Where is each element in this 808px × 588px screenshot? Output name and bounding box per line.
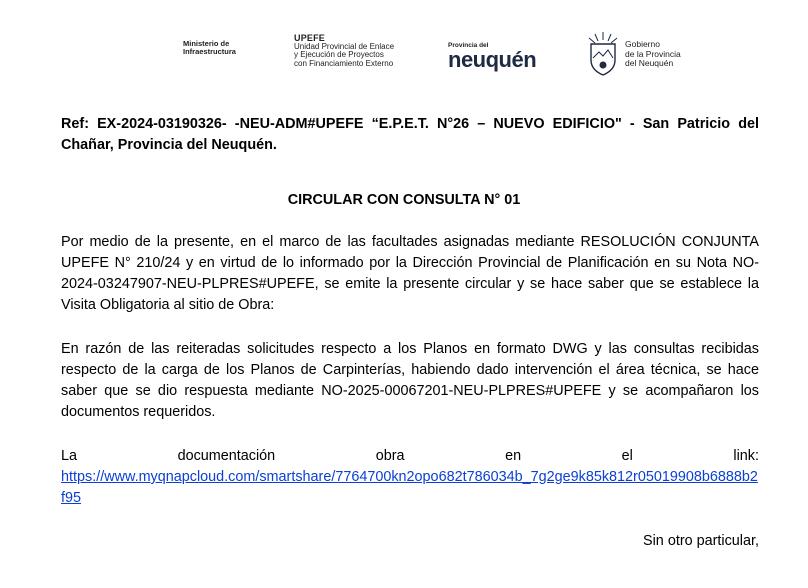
upefe-logo: UPEFE Unidad Provincial de Enlace y Ejecución de Proyectos con Financiamiento Externo bbox=[294, 33, 395, 68]
document-title: CIRCULAR CON CONSULTA N° 01 bbox=[287, 192, 521, 208]
letterhead bbox=[0, 28, 808, 88]
paragraph-planos: En razón de las reiteradas solicitudes respecto a los Planos en formato DWG y las consultas recibidas respecto de la carga de los Planos de Carpinterías, habiendo dado intervención el área técnica, se hace saber que se dio respuesta mediante NO-2025-00067201-NEU-PLPRES#UPEFE y se acompañaron los documentos requeridos. bbox=[61, 341, 759, 420]
provincia-neuquen-logo: Provincia del neuquén bbox=[448, 42, 537, 72]
ministerio-logo: Ministerio de Infraestructura bbox=[183, 39, 236, 56]
documentation-link[interactable]: https://www.myqnapcloud.com/smartshare/7764700kn2opo682t786034b_7g2ge9k85k812r05019908b6888b2f95 bbox=[61, 469, 758, 506]
paragraph-documentation-link: La documentación obra en el link: https://www.myqnapcloud.com/smartshare/7764700kn2opo682t786034b_7g2ge9k85k812r05019908b6888b2f95 bbox=[61, 446, 759, 509]
closing-text: Sin otro particular, bbox=[643, 533, 759, 549]
reference-line: Ref: EX-2024-03190326- -NEU-ADM#UPEFE “E.P.E.T. N°26 – NUEVO EDIFICIO" - San Patricio del Chañar, Provincia del Neuquén. bbox=[61, 116, 759, 153]
gobierno-neuquen-logo: Gobierno de la Provincia del Neuquén bbox=[583, 30, 703, 78]
provincial-shield-icon bbox=[583, 30, 623, 78]
paragraph-intro: Por medio de la presente, en el marco de las facultades asignadas mediante RESOLUCIÓN CONJUNTA UPEFE N° 210/24 y en virtud de lo informado por la Dirección Provincial de Planificación en su Nota NO-2024-03247907-NEU-PLPRES#UPEFE, se emite la presente circular y se hace saber que se establece la Visita Obligatoria al sitio de Obra: bbox=[61, 234, 759, 313]
